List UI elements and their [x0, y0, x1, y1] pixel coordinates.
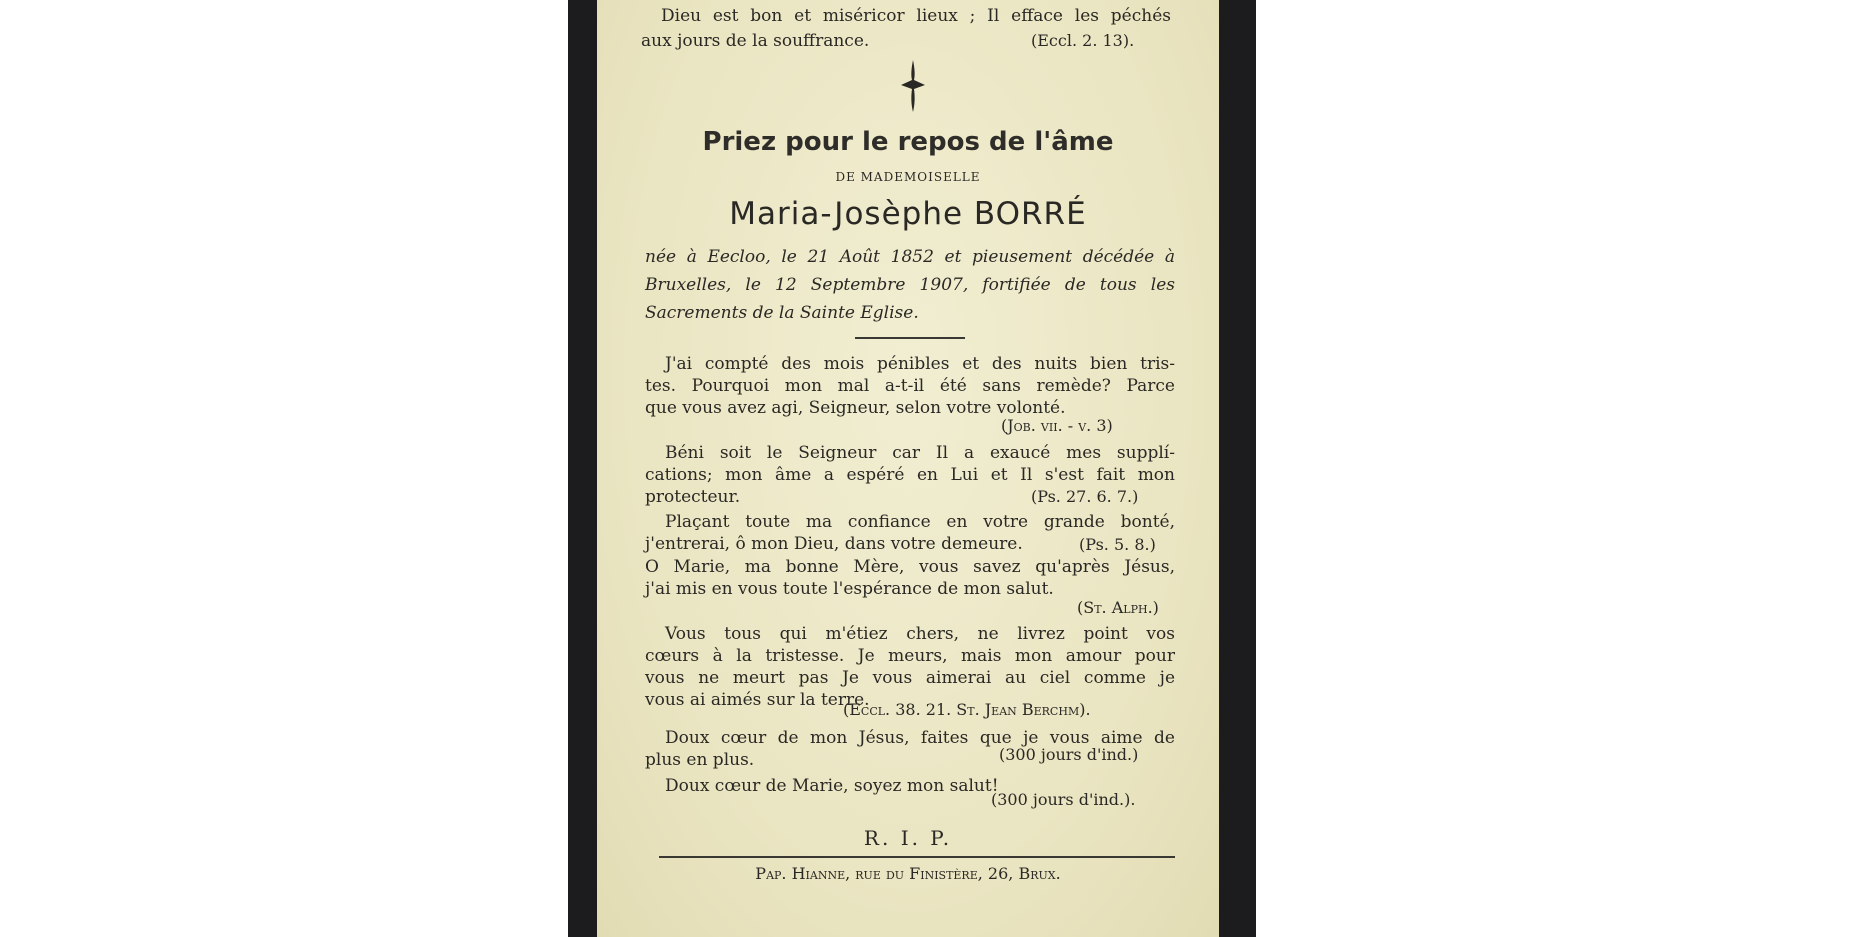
- cross-icon: [895, 58, 931, 114]
- deceased-name: Maria-Josèphe BORRÉ: [729, 196, 1087, 232]
- prayer-5-reference: (Eccl. 38. 21. St. Jean Berchm).: [843, 700, 1091, 719]
- prayer-5-line-4: vous ai aimés sur la terre.: [645, 690, 870, 710]
- bio-line-3: Sacrements de la Sainte Eglise.: [645, 303, 919, 323]
- epigraph-reference: (Eccl. 2. 13).: [1031, 31, 1135, 50]
- rip-text: R. I. P.: [863, 826, 953, 850]
- prayer-6-line-2: plus en plus.: [645, 750, 755, 770]
- prayer-1-line-2: tes. Pourquoi mon mal a-t-il été sans remède? Parce: [645, 376, 1175, 396]
- prayer-4-reference: (St. Alph.): [1077, 598, 1159, 617]
- prayer-2-line-2: cations; mon âme a espéré en Lui et Il s'est fait mon: [645, 465, 1175, 485]
- prayer-2-line-3: protecteur.: [645, 487, 741, 507]
- bio-line-2: Bruxelles, le 12 Septembre 1907, fortifiée de tous les: [645, 275, 1175, 295]
- epigraph-line-2: aux jours de la souffrance.: [641, 31, 870, 51]
- honorific: DE MADEMOISELLE: [835, 170, 981, 184]
- prayer-3-reference: (Ps. 5. 8.): [1079, 535, 1156, 554]
- prayer-2-line-1: Béni soit le Seigneur car Il a exaucé mes supplí-: [665, 443, 1175, 463]
- prayer-4-line-2: j'ai mis en vous toute l'espérance de mon salut.: [645, 579, 1054, 599]
- prayer-5-line-3: vous ne meurt pas Je vous aimerai au ciel comme je: [645, 668, 1175, 688]
- prayer-3-line-1: Plaçant toute ma confiance en votre grande bonté,: [665, 512, 1175, 532]
- prayer-2-reference: (Ps. 27. 6. 7.): [1031, 487, 1139, 506]
- prayer-6-reference: (300 jours d'ind.): [999, 745, 1139, 764]
- prayer-1-line-1: J'ai compté des mois pénibles et des nuits bien tris-: [665, 354, 1175, 374]
- printer-imprint: Pap. Hianne, rue du Finistère, 26, Brux.: [755, 864, 1061, 883]
- prayer-3-line-2: j'entrerai, ô mon Dieu, dans votre demeure.: [645, 534, 1023, 554]
- prayer-1-reference: (Job. vii. - v. 3): [1001, 416, 1113, 435]
- prayer-4-line-1: O Marie, ma bonne Mère, vous savez qu'après Jésus,: [645, 557, 1175, 577]
- footer-divider: [659, 856, 1175, 858]
- page-title: Priez pour le repos de l'âme: [702, 127, 1114, 157]
- prayer-5-line-1: Vous tous qui m'étiez chers, ne livrez point vos: [665, 624, 1175, 644]
- prayer-7-reference: (300 jours d'ind.).: [991, 790, 1136, 809]
- prayer-7-line-1: Doux cœur de Marie, soyez mon salut!: [665, 776, 999, 796]
- prayer-6-line-1: Doux cœur de mon Jésus, faites que je vous aime de: [665, 728, 1175, 748]
- bio-line-1: née à Eecloo, le 21 Août 1852 et pieusement décédée à: [645, 247, 1175, 267]
- memorial-card: [597, 0, 1219, 937]
- prayer-5-line-2: cœurs à la tristesse. Je meurs, mais mon amour pour: [645, 646, 1175, 666]
- prayer-1-line-3: que vous avez agi, Seigneur, selon votre volonté.: [645, 398, 1066, 418]
- epigraph-line-1: Dieu est bon et miséricor lieux ; Il efface les péchés: [661, 6, 1171, 26]
- short-divider: [855, 337, 965, 339]
